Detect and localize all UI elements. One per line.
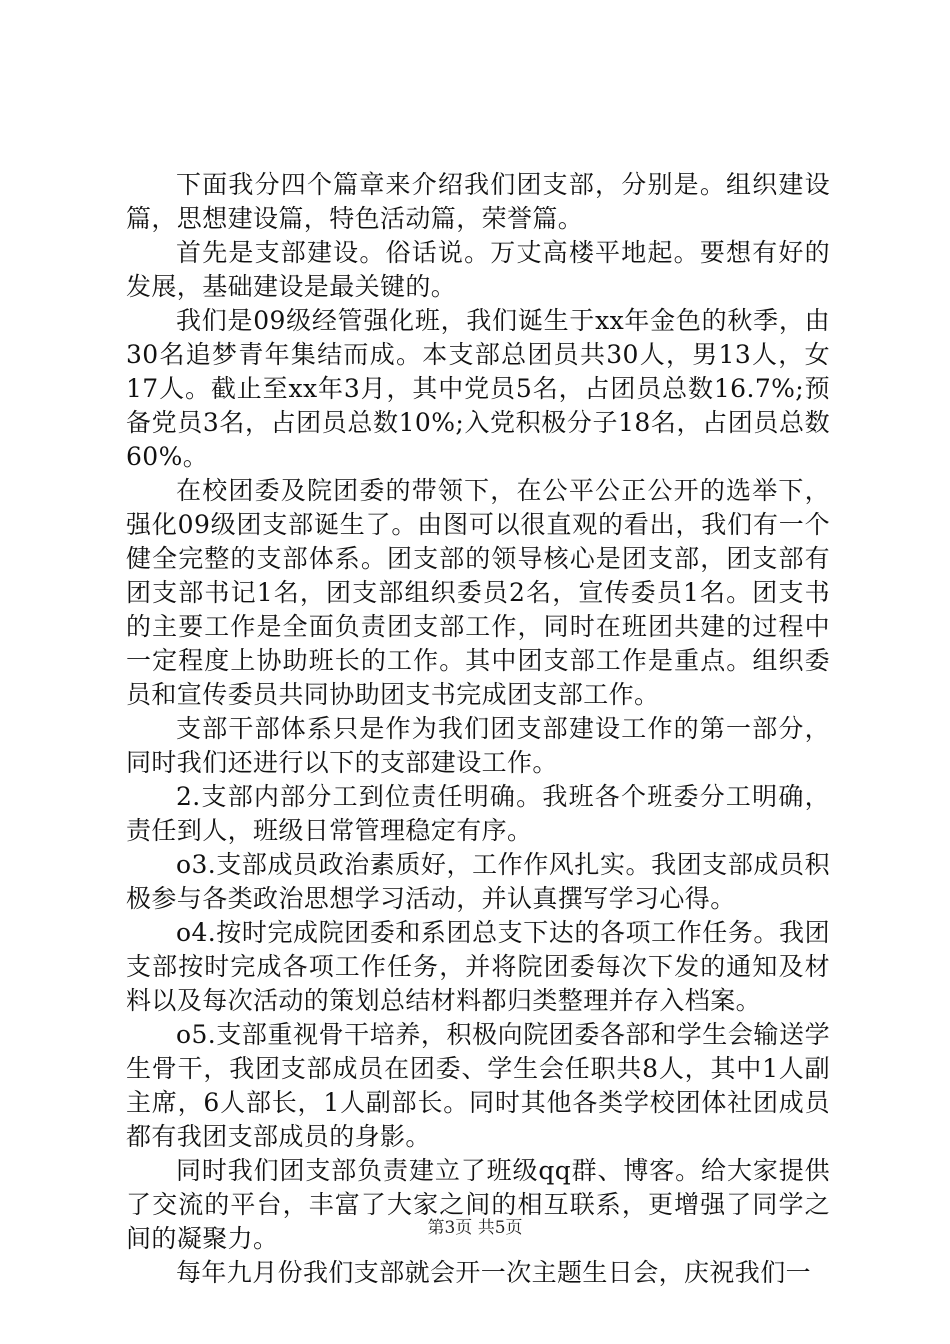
paragraph-item-2: 2.支部内部分工到位责任明确。我班各个班委分工明确，责任到人，班级日常管理稳定有序。 (126, 782, 830, 845)
paragraph-item-3: o3.支部成员政治素质好，工作作风扎实。我团支部成员积极参与各类政治思想学习活动，并认真撰写学习心得。 (126, 850, 830, 913)
paragraph-intro-chapters: 下面我分四个篇章来介绍我们团支部，分别是。组织建设篇，思想建设篇，特色活动篇，荣誉篇。 (126, 170, 830, 233)
paragraph-item-4: o4.按时完成院团委和系团总支下达的各项工作任务。我团支部按时完成各项工作任务，并将院团委每次下发的通知及材料以及每次活动的策划总结材料都归类整理并存入档案。 (126, 918, 830, 1015)
paragraph-branch-construction: 首先是支部建设。俗话说。万丈高楼平地起。要想有好的发展，基础建设是最关键的。 (126, 238, 830, 301)
paragraph-branch-structure: 在校团委及院团委的带领下，在公平公正公开的选举下，强化09级团支部诞生了。由图可以很直观的看出，我们有一个健全完整的支部体系。团支部的领导核心是团支部，团支部有团支部书记1名，团支部组织委员2名，宣传委员1名。团支书的主要工作是全面负责团支部工作，同时在班团共建的过程中一定程度上协助班长的工作。其中团支部工作是重点。组织委员和宣传委员共同协助团支书完成团支部工作。 (126, 476, 830, 709)
paragraph-cadre-system: 支部干部体系只是作为我们团支部建设工作的第一部分，同时我们还进行以下的支部建设工作。 (126, 714, 830, 777)
page-number-footer: 第3页 共5页 (427, 1218, 523, 1238)
document-body (126, 168, 830, 1290)
paragraph-qq-group: 同时我们团支部负责建立了班级qq群、博客。给大家提供了交流的平台，丰富了大家之间的相互联系，更增强了同学之间的凝聚力。 (126, 1156, 830, 1253)
paragraph-class-members: 我们是09级经管强化班，我们诞生于xx年金色的秋季，由30名追梦青年集结而成。本支部总团员共30人，男13人，女17人。截止至xx年3月，其中党员5名，占团员总数16.7%;预备党员3名，占团员总数10%;入党积极分子18名，占团员总数60%。 (126, 306, 830, 471)
paragraph-birthday-party: 每年九月份我们支部就会开一次主题生日会，庆祝我们一 (176, 1258, 812, 1287)
paragraph-item-5: o5.支部重视骨干培养，积极向院团委各部和学生会输送学生骨干，我团支部成员在团委、学生会任职共8人，其中1人副主席，6人部长，1人副部长。同时其他各类学校团体社团成员都有我团支部成员的身影。 (126, 1020, 830, 1151)
